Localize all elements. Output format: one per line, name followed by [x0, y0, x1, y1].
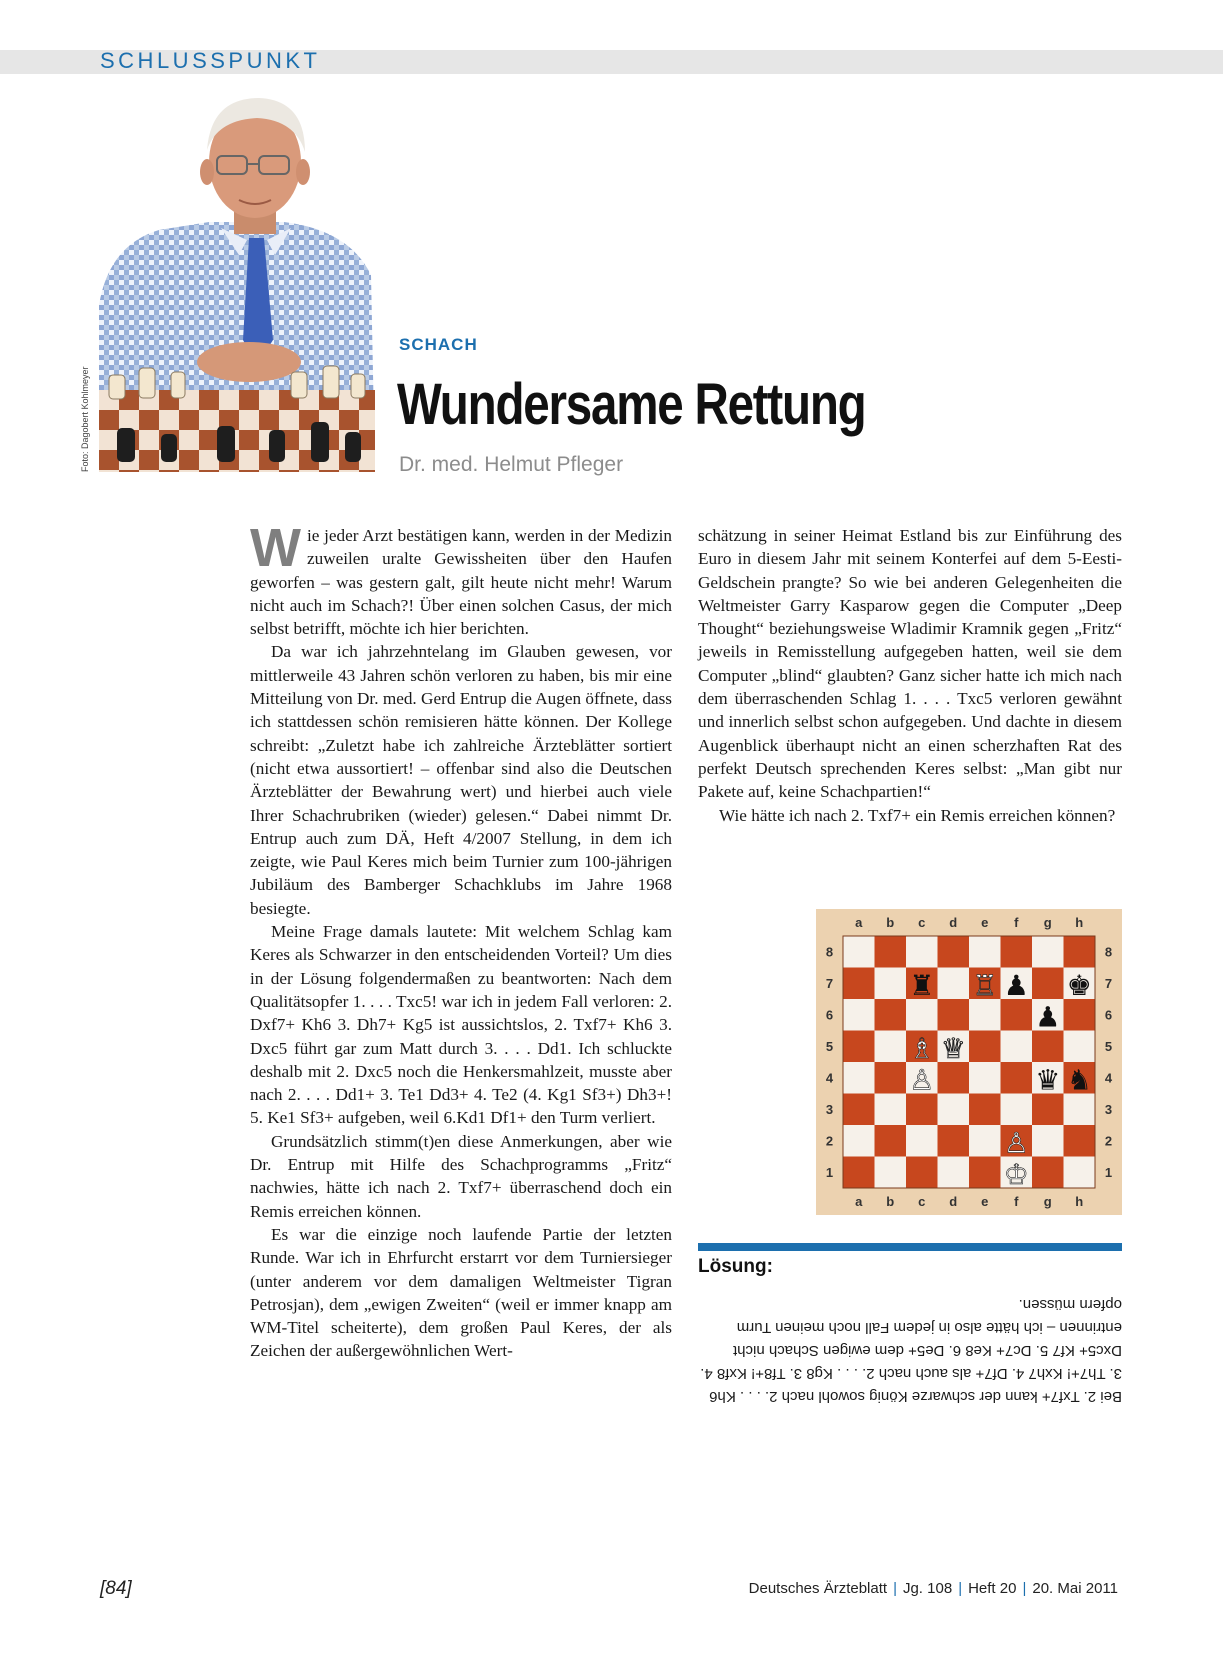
- rank-label-right: 6: [1104, 1007, 1113, 1023]
- solution-title: Lösung:: [698, 1256, 773, 1277]
- board-square-a2: [843, 1125, 875, 1157]
- rank-label-left: 5: [825, 1038, 834, 1054]
- board-square-e1: [969, 1157, 1001, 1189]
- board-square-e4: [969, 1062, 1001, 1094]
- board-square-e3: [969, 1094, 1001, 1126]
- board-square-a6: [843, 999, 875, 1031]
- black-knight-h4: ♞: [1066, 1063, 1092, 1097]
- file-label-bottom: e: [981, 1194, 989, 1209]
- rank-label-left: 3: [825, 1101, 834, 1117]
- file-label-top: d: [949, 915, 958, 930]
- rank-label-left: 6: [825, 1007, 834, 1023]
- file-label-top: b: [886, 915, 895, 930]
- board-square-b6: [875, 999, 907, 1031]
- board-square-h1: [1064, 1157, 1096, 1189]
- board-square-h2: [1064, 1125, 1096, 1157]
- rank-label-right: 5: [1104, 1038, 1113, 1054]
- white-bishop-c5: ♗: [909, 1031, 935, 1065]
- issue-date: 20. Mai 2011: [1032, 1580, 1118, 1597]
- rank-label-left: 4: [825, 1070, 834, 1086]
- board-square-g8: [1032, 936, 1064, 968]
- separator: |: [958, 1580, 963, 1597]
- headline: Wundersame Rettung: [397, 372, 866, 437]
- board-square-c2: [906, 1125, 938, 1157]
- black-queen-g4: ♛: [1035, 1063, 1061, 1097]
- board-square-f8: [1001, 936, 1033, 968]
- solution-divider: [698, 1243, 1122, 1251]
- solution-text-inverted: Bei 2. Txf7+ kann der schwarze König sowohl nach 2. . . . Kh6 3. Th7+! Kxh7 4. Df7+ als auch nach 2. . . . Kg8 3. Tf8+! Kxf8 4. Dxc5+ Kf7 5. Dc7+ Ke8 6. De5+ dem ewigen Schach nicht entrinnen – ich hätte also in jedem Fall noch meinen Turm opfern müssen.: [700, 1296, 1122, 1405]
- board-square-a5: [843, 1031, 875, 1063]
- board-square-f6: [1001, 999, 1033, 1031]
- board-square-d3: [938, 1094, 970, 1126]
- board-square-f4: [1001, 1062, 1033, 1094]
- separator: |: [1022, 1580, 1027, 1597]
- board-square-g1: [1032, 1157, 1064, 1189]
- rank-label-left: 1: [825, 1164, 834, 1180]
- board-square-e5: [969, 1031, 1001, 1063]
- board-square-d1: [938, 1157, 970, 1189]
- publication-line: [749, 1580, 1118, 1597]
- board-square-g5: [1032, 1031, 1064, 1063]
- file-label-bottom: b: [886, 1194, 895, 1209]
- journal-name: Deutsches Ärzteblatt: [748, 1580, 888, 1597]
- white-king-f1: ♔: [1003, 1157, 1029, 1191]
- white-pawn-f2: ♙: [1003, 1126, 1029, 1160]
- file-label-bottom: f: [1014, 1194, 1019, 1209]
- page-number: [84]: [100, 1578, 132, 1599]
- board-square-b3: [875, 1094, 907, 1126]
- issue: Heft 20: [968, 1580, 1017, 1597]
- article-paragraph: Grundsätzlich stimm(t)en diese Anmerkungen, aber wie Dr. Entrup mit Hilfe des Schachprogramms „Fritz“ nachwies, hätte ich nach 2. Txf7+ überraschend doch ein Remis erreichen können.: [250, 1131, 672, 1221]
- black-rook-c7: ♜: [909, 968, 935, 1002]
- board-square-a3: [843, 1094, 875, 1126]
- file-label-bottom: c: [918, 1194, 926, 1209]
- rank-label-left: 8: [825, 944, 834, 960]
- board-square-b1: [875, 1157, 907, 1189]
- board-square-h3: [1064, 1094, 1096, 1126]
- black-pawn-g6: ♟: [1035, 1000, 1061, 1034]
- board-square-c3: [906, 1094, 938, 1126]
- board-square-g3: [1032, 1094, 1064, 1126]
- file-label-bottom: g: [1043, 1194, 1052, 1209]
- board-square-d7: [938, 968, 970, 1000]
- board-square-a8: [843, 936, 875, 968]
- board-square-b7: [875, 968, 907, 1000]
- file-label-top: h: [1075, 915, 1084, 930]
- rank-label-left: 7: [825, 975, 834, 991]
- file-label-bottom: h: [1075, 1194, 1084, 1209]
- board-square-b4: [875, 1062, 907, 1094]
- rank-label-right: 2: [1104, 1133, 1113, 1149]
- author-photo: [99, 90, 375, 472]
- section-label: SCHLUSSPUNKT: [100, 48, 321, 73]
- file-label-top: f: [1014, 915, 1019, 930]
- board-square-h6: [1064, 999, 1096, 1031]
- board-square-a7: [843, 968, 875, 1000]
- rank-label-right: 4: [1104, 1070, 1113, 1086]
- article-column-2: [698, 524, 1122, 827]
- board-square-c6: [906, 999, 938, 1031]
- board-square-c1: [906, 1157, 938, 1189]
- board-square-b5: [875, 1031, 907, 1063]
- white-pawn-c4: ♙: [909, 1063, 935, 1097]
- separator: |: [893, 1580, 897, 1597]
- rank-label-left: 2: [825, 1133, 834, 1149]
- board-square-h5: [1064, 1031, 1096, 1063]
- file-label-top: a: [855, 915, 863, 930]
- board-square-g7: [1032, 968, 1064, 1000]
- board-square-f5: [1001, 1031, 1033, 1063]
- white-queen-d5: ♕: [940, 1031, 966, 1065]
- board-square-d6: [938, 999, 970, 1031]
- board-square-h8: [1064, 936, 1096, 968]
- board-square-d4: [938, 1062, 970, 1094]
- file-label-top: c: [918, 915, 926, 930]
- photo-credit: Foto: Dagobert Kohlmeyer: [80, 366, 90, 472]
- article-paragraph: schätzung in seiner Heimat Estland bis zur Einführung des Euro in diesem Jahr mit seinem Konterfei auf dem 5-Eesti-Geldschein prangte? So wie bei anderen Gelegenheiten die Weltmeister Garry Kasparow gegen die Computer „Deep Thought“ beziehungsweise Wladimir Kramnik gegen „Fritz“ jeweils in Remisstellung aufgegeben hatten, weil sie dem Computer „blind“ glaubten? Ganz sicher hatte ich mich nach dem überraschenden Schlag 1. . . . Txc5 verloren gewähnt und innerlich selbst schon aufgegeben. Und dachte in diesem Augenblick überhaupt nicht an einen scherzhaften Rat des perfekt Deutsch sprechenden Keres selbst: „Man gibt nur Pakete auf, keine Schachpartien!“: [698, 526, 1122, 802]
- board-square-e6: [969, 999, 1001, 1031]
- file-label-top: e: [981, 915, 989, 930]
- black-king-h7: ♚: [1066, 968, 1092, 1002]
- kicker: SCHACH: [399, 335, 478, 354]
- volume: Jg. 108: [902, 1580, 953, 1597]
- author-byline: Dr. med. Helmut Pfleger: [399, 453, 624, 476]
- board-square-a1: [843, 1157, 875, 1189]
- rank-label-right: 7: [1104, 975, 1113, 991]
- drop-cap: W: [250, 518, 301, 578]
- board-square-f3: [1001, 1094, 1033, 1126]
- black-pawn-f7: ♟: [1003, 968, 1029, 1002]
- board-square-c8: [906, 936, 938, 968]
- board-square-b8: [875, 936, 907, 968]
- article-paragraph: Wie hätte ich nach 2. Txf7+ ein Remis erreichen können?: [719, 805, 1116, 825]
- article-paragraph: Da war ich jahrzehntelang im Glauben gewesen, vor mittlerweile 43 Jahren schön verloren zu haben, bis mir eine Mitteilung von Dr. med. Gerd Entrup die Augen öffnete, dass ich stattdessen schön remisieren hätte können. Der Kollege schreibt: „Zuletzt habe ich zahlreiche Ärzteblätter sortiert (nicht etwa aussortiert! – offenbar sind also die Deutschen Ärzteblätter der Bewahrung wert) und hierbei auch viele Ihrer Schachrubriken (wieder) gelesen.“ Dabei nimmt Dr. Entrup auch zum DÄ, Heft 4/2007 Stellung, in dem ich zeigte, wie Paul Keres mich beim Turnier zum 100-jährigen Jubiläum des Bamberger Schachklubs im Jahre 1968 besiegte.: [250, 642, 672, 918]
- chess-board: [816, 909, 1122, 1215]
- file-label-bottom: a: [855, 1194, 863, 1209]
- board-square-b2: [875, 1125, 907, 1157]
- article-paragraph: Wie jeder Arzt bestätigen kann, werden in der Medizin zuweilen uralte Gewissheiten über den Haufen geworfen – was gestern galt, gilt heute nicht mehr! Warum nicht auch im Schach?! Über einen solchen Casus, der mich selbst betrifft, möchte ich hier berichten.: [250, 518, 672, 639]
- file-label-bottom: d: [949, 1194, 958, 1209]
- board-square-a4: [843, 1062, 875, 1094]
- rank-label-right: 1: [1104, 1164, 1113, 1180]
- board-square-g2: [1032, 1125, 1064, 1157]
- article-paragraph: Meine Frage damals lautete: Mit welchem Schlag kam Keres als Schwarzer in den entscheidenden Vorteil? Um dies in der Lösung folgendermaßen zu beantworten: Nach dem Qualitätsopfer 1. . . . Txc5! war ich in jedem Fall verloren: 2. Dxf7+ Kh6 3. Dh7+ Kg5 ist aussichtslos, 2. Txf7+ Kh6 3. Dxc5 führt gar zum Matt durch 3. . . . Dd1. Ich schluckte deshalb mit 2. Dxc5 noch die Henkersmahlzeit, musste aber nach 2. . . . Dd1+ 3. Te1 Dd3+ 4. Te2 (4. Kg1 Sf3+) Dh3+! 5. Ke1 Sf3+ aufgeben, weil 6.Kd1 Df1+ den Turm verliert.: [250, 922, 672, 1128]
- board-square-e2: [969, 1125, 1001, 1157]
- rank-label-right: 8: [1104, 944, 1113, 960]
- article-column-1: [250, 518, 672, 1363]
- article-paragraph: Es war die einzige noch laufende Partie der letzten Runde. War ich in Ehrfurcht erstarrt vor dem Turniersieger (unter anderem vor dem damaligen Weltmeister Tigran Petrosjan), dem „ewigen Zweiten“ (weil er immer knapp am WM-Titel scheiterte), dem großen Paul Keres, der als Zeichen der außergewöhnlichen Wert-: [250, 1224, 672, 1361]
- board-square-d2: [938, 1125, 970, 1157]
- board-square-d8: [938, 936, 970, 968]
- file-label-top: g: [1043, 915, 1052, 930]
- white-rook-e7: ♖: [972, 968, 998, 1002]
- rank-label-right: 3: [1104, 1101, 1113, 1117]
- chess-diagram: [816, 909, 1122, 1215]
- board-square-e8: [969, 936, 1001, 968]
